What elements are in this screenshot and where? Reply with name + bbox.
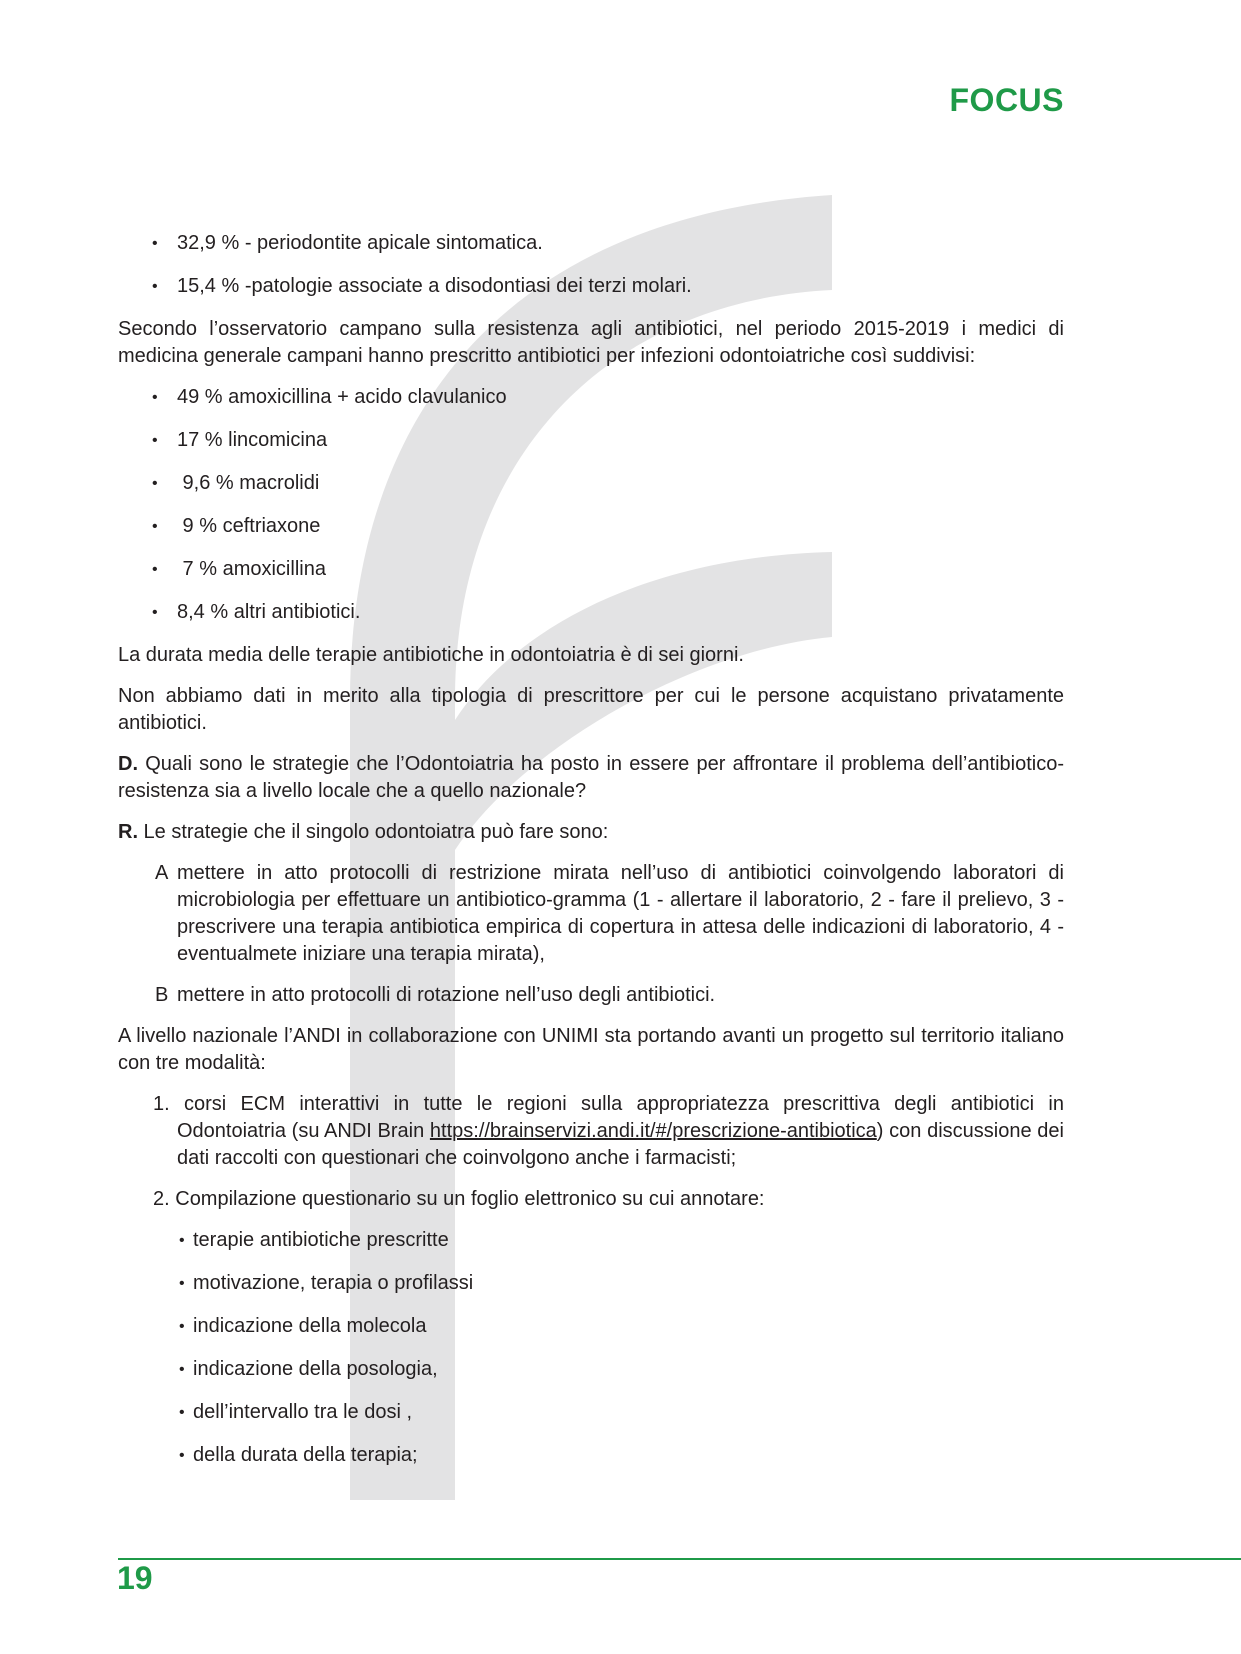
question [118,751,1064,805]
list-item: • indicazione della posologia, [118,1356,1064,1383]
strategy-item [118,860,1064,968]
paragraph-observatory: Secondo l’osservatorio campano sulla resistenza agli antibiotici, nel periodo 2015-2019 i medici di medicina generale campani hanno prescritto antibiotici per infezioni odontoiatriche così suddivisi: [118,318,1064,367]
strategy-item [118,982,1064,1009]
list-item: • 8,4 % altri antibiotici. [118,599,1064,626]
modality-text-after: ) con discussione dei dati raccolti con questionari che coinvolgono anche i farmacisti; [177,1120,1064,1169]
paragraph-duration: La durata media delle terapie antibiotiche in odontoiatria è di sei giorni. [118,644,744,666]
list-item: • terapie antibiotiche prescritte [118,1227,1064,1254]
strategy-marker: A [155,862,169,884]
modality-text: corsi ECM interattivi in tutte le regioni sulla appropriatezza prescrittiva degli antibiotici in Odontoiatria (su ANDI Brain [169,1093,1064,1142]
list-item: • della durata della terapia; [118,1442,1064,1469]
list-item: • indicazione della molecola [118,1313,1064,1340]
list-item: • 17 % lincomicina [118,427,1064,454]
answer-label: R. [118,821,138,843]
list-item: • 7 % amoxicillina [118,556,1064,583]
modality-index: 2. [153,1188,170,1210]
answer-text: Le strategie che il singolo odontoiatra può fare sono: [138,821,609,843]
list-item: • 32,9 % - periodontite apicale sintomatica. [118,230,1064,257]
list-item: • motivazione, terapia o profilassi [118,1270,1064,1297]
section-title: FOCUS [949,82,1064,118]
modality-item-1 [118,1091,1064,1172]
modality-index: 1. [153,1093,170,1115]
strategy-text: mettere in atto protocolli di rotazione nell’uso degli antibiotici. [177,984,716,1006]
list-item: • 9,6 % macrolidi [118,470,1064,497]
list-item: • 49 % amoxicillina + acido clavulanico [118,384,1064,411]
andi-brain-link[interactable]: https://brainservizi.andi.it/#/prescrizione-antibiotica [429,1120,877,1142]
list-item: • 15,4 % -patologie associate a disodontiasi dei terzi molari. [118,273,1064,300]
page-number: 19 [117,1560,153,1596]
strategy-marker: B [155,984,169,1006]
article-body [118,230,1064,1485]
paragraph-national: A livello nazionale l’ANDI in collaborazione con UNIMI sta portando avanti un progetto sul territorio italiano con tre modalità: [118,1025,1064,1074]
question-label: D. [118,753,138,775]
modality-item-2 [118,1186,1064,1213]
modality-text: Compilazione questionario su un foglio elettronico su cui annotare: [169,1188,765,1210]
list-item: • 9 % ceftriaxone [118,513,1064,540]
paragraph-no-data: Non abbiamo dati in merito alla tipologia di prescrittore per cui le persone acquistano privatamente antibiotici. [118,685,1064,734]
footer-divider [118,1558,1241,1560]
strategy-text: mettere in atto protocolli di restrizione mirata nell’uso di antibiotici coinvolgendo laboratori di microbiologia per effettuare un antibiotico-gramma (1 - allertare il laboratorio, 2 - fare il prelievo, 3 - prescrivere una terapia antibiotica empirica di copertura in attesa delle indicazioni di laboratorio, 4 -eventualmete iniziare una terapia mirata), [177,862,1064,965]
question-text: Quali sono le strategie che l’Odontoiatria ha posto in essere per affrontare il problema dell’antibiotico-resistenza sia a livello locale che a quello nazionale? [118,753,1064,802]
answer [118,819,1064,846]
list-item: • dell’intervallo tra le dosi , [118,1399,1064,1426]
